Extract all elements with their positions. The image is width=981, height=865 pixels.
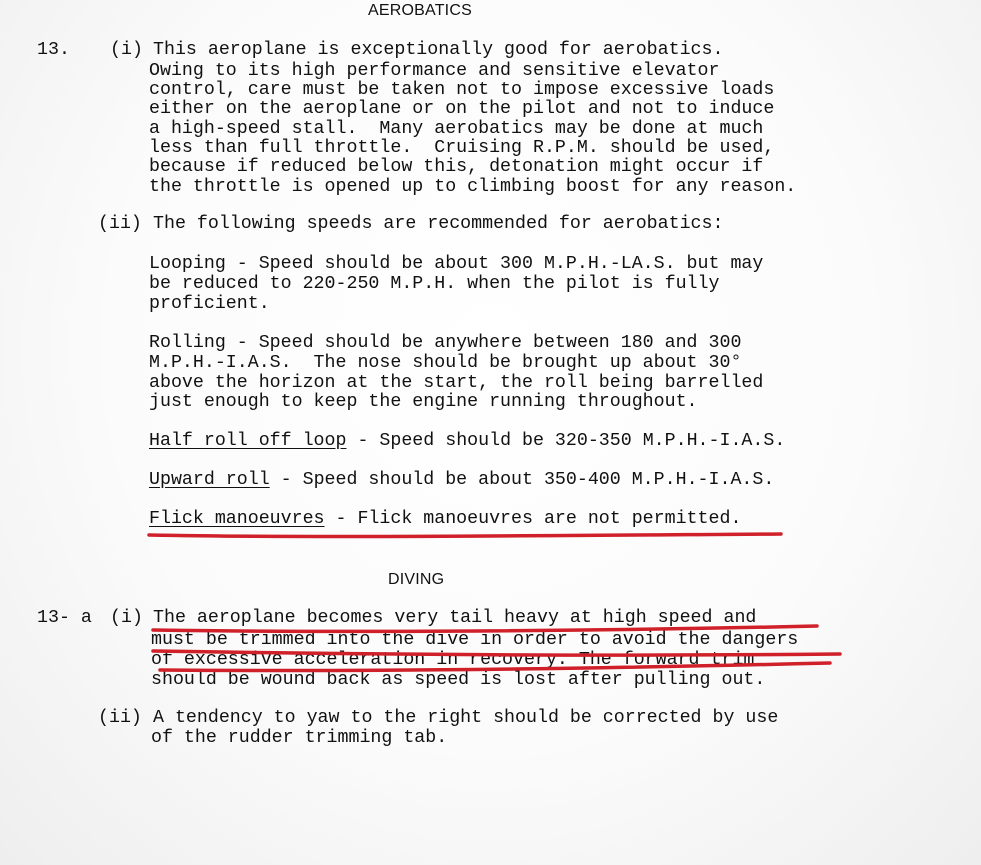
text-line: of excessive acceleration in recovery. The forward trim: [151, 650, 755, 670]
text-line: above the horizon at the start, the roll being barrelled: [149, 373, 764, 393]
text-line: Rolling - Speed should be anywhere between 180 and 300: [149, 333, 742, 353]
upward-roll-text: - Speed should be about 350-400 M.P.H.-I.A.S.: [269, 470, 775, 490]
text-line: of the rudder trimming tab.: [151, 728, 448, 748]
text-line: Looping - Speed should be about 300 M.P.H.-LA.S. but may: [149, 254, 764, 274]
section-13a-i-label: (i): [110, 608, 143, 628]
flick-line: [149, 510, 741, 530]
text-line: because if reduced below this, detonation might occur if: [149, 157, 764, 177]
half-roll-title: Half roll off loop: [149, 431, 347, 451]
text-line: must be trimmed into the dive in order to avoid the dangers: [151, 630, 799, 650]
text-line: a high-speed stall. Many aerobatics may be done at much: [149, 119, 764, 139]
text-line: A tendency to yaw to the right should be corrected by use: [153, 708, 779, 728]
text-line: control, care must be taken not to impose excessive loads: [149, 80, 775, 100]
red-underline-flick: [149, 534, 781, 537]
heading-diving: DIVING: [388, 571, 445, 588]
text-line: should be wound back as speed is lost after pulling out.: [151, 670, 766, 690]
text-line: the throttle is opened up to climbing boost for any reason.: [149, 177, 797, 197]
flick-text: - Flick manoeuvres are not permitted.: [324, 509, 742, 529]
text-line: less than full throttle. Cruising R.P.M. should be used,: [149, 138, 775, 158]
text-line: M.P.H.-I.A.S. The nose should be brought up about 30°: [149, 353, 742, 373]
upward-roll-title: Upward roll: [149, 470, 270, 490]
section-13-i-label: (i): [110, 40, 143, 60]
section-13-ii-label: (ii): [98, 214, 142, 234]
text-line: Owing to its high performance and sensitive elevator: [149, 61, 720, 81]
upward-roll-line: [149, 471, 774, 491]
section-13-ii-intro: The following speeds are recommended for aerobatics:: [153, 214, 724, 234]
text-line: either on the aeroplane or on the pilot and not to induce: [149, 99, 775, 119]
text-line: The aeroplane becomes very tail heavy at high speed and: [153, 608, 757, 628]
flick-title: Flick manoeuvres: [149, 509, 325, 529]
half-roll-line: [149, 432, 785, 452]
text-line: be reduced to 220-250 M.P.H. when the pilot is fully: [149, 274, 720, 294]
section-13a-number: 13- a: [37, 608, 92, 628]
text-line: just enough to keep the engine running throughout.: [149, 392, 698, 412]
text-line: This aeroplane is exceptionally good for aerobatics.: [153, 40, 724, 60]
section-13a-ii-label: (ii): [98, 708, 142, 728]
text-line: proficient.: [149, 294, 270, 314]
section-13-number: 13.: [37, 40, 70, 60]
half-roll-text: - Speed should be 320-350 M.P.H.-I.A.S.: [346, 431, 786, 451]
heading-aerobatics: AEROBATICS: [368, 2, 472, 19]
